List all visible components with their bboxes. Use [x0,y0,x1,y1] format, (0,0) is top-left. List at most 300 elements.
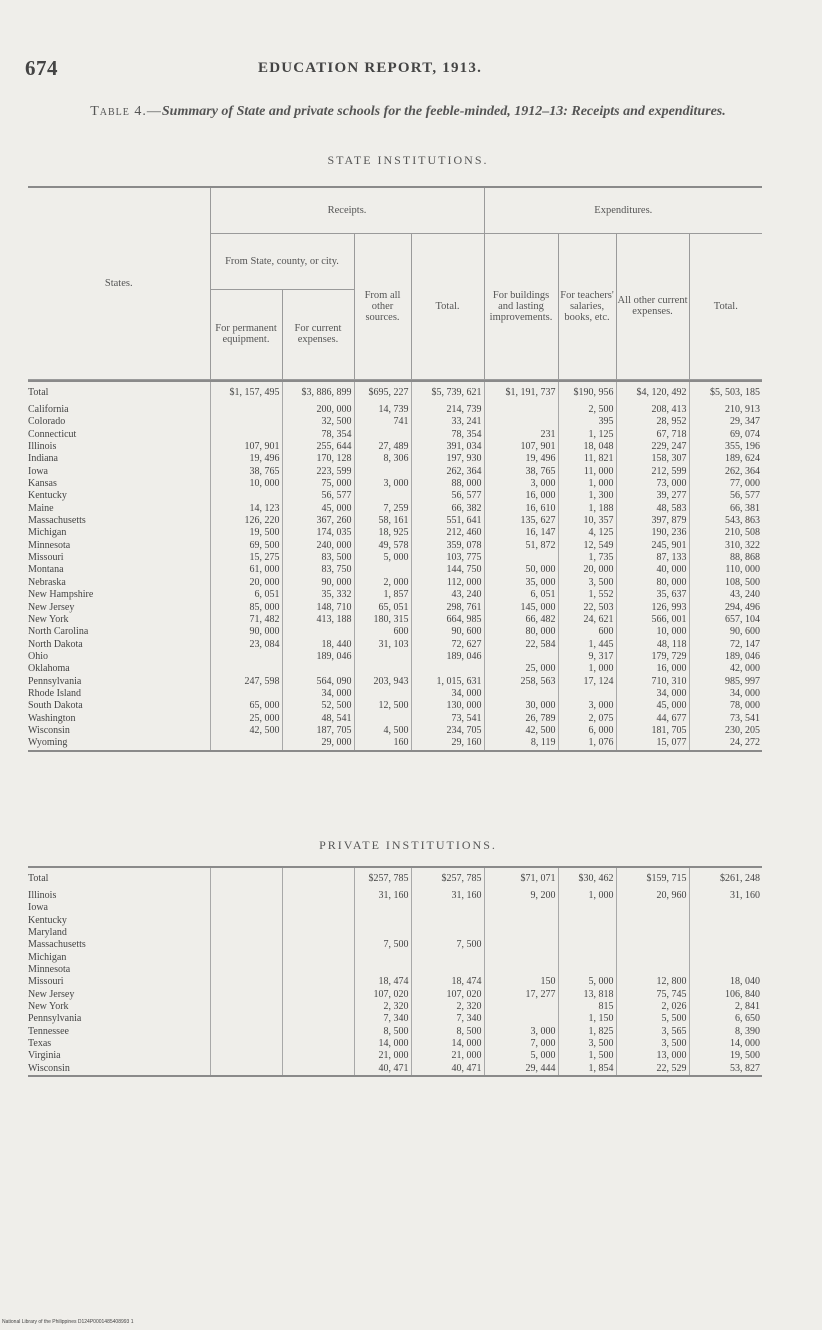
cell: 144, 750 [411,564,484,576]
cell [484,552,558,564]
cell: 3, 565 [616,1026,689,1038]
cell [210,964,282,976]
cell [354,429,411,441]
cell: 189, 046 [411,651,484,663]
cell: 71, 482 [210,614,282,626]
cell: 48, 118 [616,639,689,651]
cell: 73, 541 [411,713,484,725]
cell: 1, 300 [558,490,616,502]
cell: 1, 015, 631 [411,676,484,688]
cell: 90, 600 [411,626,484,638]
cell: 212, 460 [411,527,484,539]
cell: 72, 147 [730,638,760,650]
cell: 355, 196 [725,441,760,453]
running-title: EDUCATION REPORT, 1913. [258,60,483,76]
table-row [28,890,762,902]
row-label: Oklahoma [28,663,210,675]
cell: 1, 150 [558,1013,616,1025]
cell: 10, 357 [558,515,616,527]
table-row [28,663,762,675]
cell: 90, 000 [210,626,282,638]
cell: 29, 347 [730,416,760,428]
cell [282,1050,354,1062]
cell: 50, 000 [484,564,558,576]
cell [411,952,484,964]
cell: 112, 000 [411,577,484,589]
cell: 3, 000 [558,700,616,712]
cell: 35, 332 [282,589,354,601]
cell: 815 [558,1001,616,1013]
cell [484,688,558,700]
cell: 77, 000 [730,478,760,490]
cell: 28, 952 [616,416,689,428]
cell: 126, 993 [616,602,689,614]
table-row [28,540,762,552]
cell: 150 [484,976,558,988]
cell: 130, 000 [411,700,484,712]
cell [210,902,282,914]
cell: 1, 857 [354,589,411,601]
private-institutions-table [28,866,762,1077]
cell: $190, 956 [558,381,616,404]
cell: 29, 444 [484,1063,558,1076]
cell: 255, 644 [282,441,354,453]
row-label: Ohio [28,651,210,663]
row-label: Pennsylvania [28,676,210,688]
cell: 34, 000 [411,688,484,700]
cell: 657, 104 [725,613,760,625]
cell: 15, 077 [616,737,689,750]
cell [354,564,411,576]
cell: 543, 863 [725,515,760,527]
cell: 2, 841 [735,1001,760,1013]
cell: $695, 227 [354,381,411,404]
cell: 7, 000 [484,1038,558,1050]
cell [354,651,411,663]
table-row [28,915,762,927]
cell: 3, 000 [484,1026,558,1038]
cell: 73, 541 [730,712,760,724]
cell: 65, 051 [354,602,411,614]
cell [354,490,411,502]
page-number: 674 [25,56,58,80]
row-label: Maine [28,503,210,515]
cell: $4, 120, 492 [616,381,689,404]
cell: 200, 000 [282,404,354,416]
cell: 38, 765 [210,466,282,478]
table-row [28,651,762,663]
table-row [28,1038,762,1050]
cell: 6, 051 [210,589,282,601]
cell: 262, 364 [411,466,484,478]
cell: 7, 340 [354,1013,411,1025]
cell: 298, 761 [411,602,484,614]
cell: 1, 076 [558,737,616,750]
cell: 174, 035 [282,527,354,539]
cell: 3, 500 [616,1038,689,1050]
cell [558,915,616,927]
cell: 61, 000 [210,564,282,576]
row-label: Massachusetts [28,515,210,527]
cell [282,1026,354,1038]
cell: 600 [558,626,616,638]
row-label: Wisconsin [28,1063,210,1076]
cell [411,902,484,914]
cell: 197, 930 [411,453,484,465]
cell [354,915,411,927]
cell: 29, 160 [411,737,484,750]
cell: 8, 390 [735,1025,760,1037]
cell: 1, 125 [558,429,616,441]
cell [484,651,558,663]
cell: 210, 508 [725,527,760,539]
row-label: Washington [28,713,210,725]
cell: 78, 000 [730,700,760,712]
cell: 190, 236 [616,527,689,539]
current-header: For current expenses. [282,289,354,379]
cell: 367, 260 [282,515,354,527]
cell [210,867,282,890]
row-label: Virginia [28,1050,210,1062]
cell: 1, 552 [558,589,616,601]
cell: 17, 124 [558,676,616,688]
cell [210,737,282,750]
cell: 189, 046 [725,650,760,662]
total-row [28,381,762,404]
cell [484,902,558,914]
cell: 85, 000 [210,602,282,614]
cell: 67, 718 [616,429,689,441]
row-label: Maryland [28,927,210,939]
cell [282,939,354,951]
cell: $5, 503, 185 [710,387,760,398]
cell: 66, 382 [411,503,484,515]
cell: 80, 000 [484,626,558,638]
cell [616,902,689,914]
cell: 1, 000 [558,663,616,675]
cell [210,404,282,416]
cell: 148, 710 [282,602,354,614]
row-label: New Hampshire [28,589,210,601]
cell: 49, 578 [354,540,411,552]
cell: 107, 901 [210,441,282,453]
cell: 9, 200 [484,890,558,902]
cell: 135, 627 [484,515,558,527]
cell [210,490,282,502]
cell [210,976,282,988]
cell: 9, 317 [558,651,616,663]
cell: 44, 677 [616,713,689,725]
cell: 2, 000 [354,577,411,589]
cell [484,915,558,927]
cell [354,964,411,976]
receipts-total-header: Total. [411,233,484,379]
cell [354,927,411,939]
cell: 16, 000 [616,663,689,675]
cell: 11, 000 [558,466,616,478]
cell: 88, 868 [730,552,760,564]
cell: 83, 500 [282,552,354,564]
cell: 40, 471 [354,1063,411,1076]
cell [689,902,762,914]
cell [558,927,616,939]
table-row [28,404,762,416]
cell: $261, 248 [720,873,760,884]
table-row [28,737,762,750]
cell: 18, 048 [558,441,616,453]
cell: 25, 000 [484,663,558,675]
cell [558,688,616,700]
row-label: Montana [28,564,210,576]
row-label: New Jersey [28,602,210,614]
cell [210,927,282,939]
cell: 45, 000 [282,503,354,515]
cell: 294, 496 [725,601,760,613]
cell: 18, 474 [411,976,484,988]
cell: 14, 000 [730,1038,760,1050]
row-label: Missouri [28,976,210,988]
row-label: Nebraska [28,577,210,589]
cell: 229, 247 [616,441,689,453]
cell: 107, 020 [411,989,484,1001]
cell: 23, 084 [210,639,282,651]
cell [210,1050,282,1062]
other-expenses-header: All other current expenses. [616,233,689,379]
cell: 8, 500 [411,1026,484,1038]
cell: 189, 624 [725,453,760,465]
cell: 600 [354,626,411,638]
cell: 73, 000 [616,478,689,490]
cell: 262, 364 [725,465,760,477]
cell [558,902,616,914]
cell: 32, 500 [282,416,354,428]
cell: 13, 000 [616,1050,689,1062]
cell: 48, 541 [282,713,354,725]
cell [354,902,411,914]
cell: 42, 500 [210,725,282,737]
cell [354,952,411,964]
cell: 13, 818 [558,989,616,1001]
table-row [28,1026,762,1038]
row-label: Missouri [28,552,210,564]
table-row [28,478,762,490]
caption-lead: Table 4.— [90,104,162,119]
cell [210,1026,282,1038]
cell [210,952,282,964]
cell: 34, 000 [282,688,354,700]
cell: 2, 075 [558,713,616,725]
cell: 107, 901 [484,441,558,453]
cell [484,964,558,976]
table-row [28,441,762,453]
table-row [28,429,762,441]
cell [484,1001,558,1013]
cell [616,915,689,927]
cell: 145, 000 [484,602,558,614]
cell [354,663,411,675]
row-label: Minnesota [28,540,210,552]
cell: 310, 322 [725,539,760,551]
cell: 710, 310 [616,676,689,688]
cell: 3, 500 [558,1038,616,1050]
expenditures-total-header: Total. [689,233,762,379]
cell [282,867,354,890]
row-label: North Dakota [28,639,210,651]
cell [484,404,558,416]
cell [411,663,484,675]
cell: 8, 119 [484,737,558,750]
row-label: Michigan [28,952,210,964]
cell: 38, 765 [484,466,558,478]
cell: 80, 000 [616,577,689,589]
cell: 30, 000 [484,700,558,712]
cell: 22, 584 [484,639,558,651]
cell: 18, 440 [282,639,354,651]
cell: 1, 500 [558,1050,616,1062]
cell [282,1038,354,1050]
buildings-header: For buildings and lasting improvements. [484,233,558,379]
cell [210,890,282,902]
cell [354,466,411,478]
cell [616,927,689,939]
cell: 240, 000 [282,540,354,552]
cell: 212, 599 [616,466,689,478]
cell: 33, 241 [411,416,484,428]
cell [282,1063,354,1076]
cell [282,1001,354,1013]
cell: $3, 886, 899 [282,381,354,404]
cell: 35, 000 [484,577,558,589]
cell: 18, 474 [354,976,411,988]
table-row [28,902,762,914]
cell: 126, 220 [210,515,282,527]
cell: 245, 901 [616,540,689,552]
cell: 31, 160 [730,890,760,901]
table-row [28,564,762,576]
row-label: Kentucky [28,490,210,502]
cell [282,952,354,964]
cell: 108, 500 [725,576,760,588]
cell: 3, 000 [354,478,411,490]
cell: 83, 750 [282,564,354,576]
cell: 160 [354,737,411,750]
table-row [28,676,762,688]
row-label: Illinois [28,890,210,902]
cell: 69, 500 [210,540,282,552]
table-row [28,713,762,725]
cell: $5, 739, 621 [411,381,484,404]
cell: 21, 000 [354,1050,411,1062]
cell: $257, 785 [411,867,484,890]
cell: 90, 600 [730,626,760,638]
cell [282,663,354,675]
row-label: New Jersey [28,989,210,1001]
cell: 103, 775 [411,552,484,564]
row-label: Minnesota [28,964,210,976]
cell: 5, 000 [558,976,616,988]
cell: 22, 503 [558,602,616,614]
cell: 2, 320 [411,1001,484,1013]
cell [210,1063,282,1076]
cell: 5, 000 [484,1050,558,1062]
cell: 40, 000 [616,564,689,576]
cell: 1, 188 [558,503,616,515]
cell: 24, 272 [730,737,760,749]
cell: 19, 496 [210,453,282,465]
expenditures-header: Expenditures. [484,187,762,233]
cell: 72, 627 [411,639,484,651]
row-label: Kentucky [28,915,210,927]
cell: 45, 000 [616,700,689,712]
cell: 14, 000 [411,1038,484,1050]
cell: 14, 739 [354,404,411,416]
cell: 395 [558,416,616,428]
cell: 87, 133 [616,552,689,564]
cell: 1, 000 [558,478,616,490]
cell: 179, 729 [616,651,689,663]
cell: 88, 000 [411,478,484,490]
row-label: Indiana [28,453,210,465]
cell: 223, 599 [282,466,354,478]
table-row [28,939,762,951]
cell [558,952,616,964]
cell: 58, 161 [354,515,411,527]
cell: 413, 188 [282,614,354,626]
table-row [28,700,762,712]
table-row [28,589,762,601]
cell: 48, 583 [616,503,689,515]
cell [210,989,282,1001]
cell: 741 [354,416,411,428]
total-row [28,867,762,890]
cell: 20, 960 [616,890,689,902]
cell: 359, 078 [411,540,484,552]
cell: 8, 500 [354,1026,411,1038]
cell [210,939,282,951]
row-label: Michigan [28,527,210,539]
cell: $1, 191, 737 [484,381,558,404]
table-row [28,515,762,527]
cell: 40, 471 [411,1063,484,1076]
cell [210,1013,282,1025]
cell: 21, 000 [411,1050,484,1062]
row-label: Total [28,867,210,890]
row-label: Connecticut [28,429,210,441]
cell [411,915,484,927]
cell: 43, 240 [411,589,484,601]
cell: 397, 879 [616,515,689,527]
cell: 42, 500 [484,725,558,737]
cell: $257, 785 [354,867,411,890]
cell: 1, 854 [558,1063,616,1076]
cell: 17, 277 [484,989,558,1001]
cell [282,890,354,902]
cell: 56, 577 [730,490,760,502]
table-row [28,1001,762,1013]
cell [210,663,282,675]
cell: 210, 913 [725,404,760,415]
cell [210,416,282,428]
cell [484,927,558,939]
cell: 107, 020 [354,989,411,1001]
row-label: Wyoming [28,737,210,750]
cell: 19, 496 [484,453,558,465]
cell: 208, 413 [616,404,689,416]
cell: 27, 489 [354,441,411,453]
cell: 10, 000 [210,478,282,490]
cell: 2, 026 [616,1001,689,1013]
cell [210,915,282,927]
